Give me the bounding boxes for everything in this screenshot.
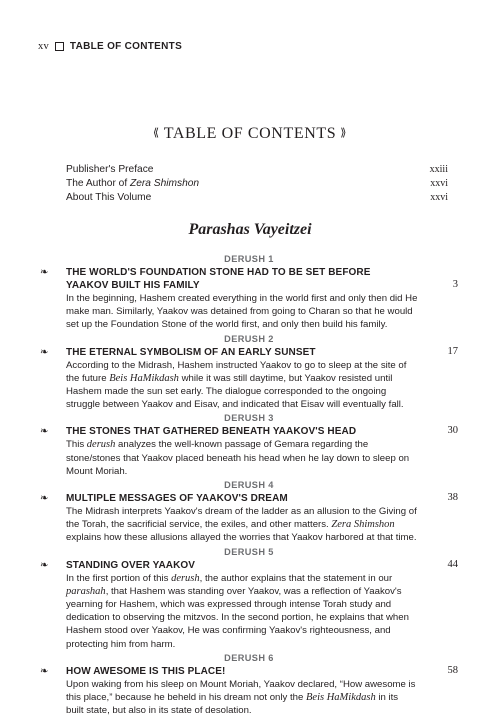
front-matter-label: The Author of xyxy=(66,178,130,189)
entry-title: THE STONES THAT GATHERED BENEATH YAAKOV'S HEAD xyxy=(66,426,357,438)
derush-label: DERUSH 5 xyxy=(224,546,274,557)
entry-description xyxy=(66,505,458,545)
description-text: , the author explains that the statement in our xyxy=(199,572,393,584)
front-matter-label: Publisher's Preface xyxy=(66,164,154,175)
derush-label: DERUSH 2 xyxy=(224,333,274,344)
description-text: In the beginning, Hashem created everything in the world first and only then did He make man. Similarly, Yaakov was detained from going to Charan so that he would set up the Foundation Stone of the world first, and only then build his family. xyxy=(66,293,418,331)
entry-description xyxy=(66,292,458,332)
fleuron-icon: ❧ xyxy=(40,559,49,571)
entry-page-number: 38 xyxy=(447,492,458,504)
running-head xyxy=(38,41,182,52)
running-head-title: TABLE OF CONTENTS xyxy=(69,41,183,52)
description-text: analyzes the well-known passage of Gemara regarding the stone/stones that Yaakov placed beneath his head when he lay down to sleep on Mount Moriah. xyxy=(66,439,410,477)
description-text: , that Hashem was standing over Yaakov, was a reflection of Yaakov's yearning for Hashem, which was expressed through intense Torah study and dedication to observing the mitzvos. In the second portion, he explains that when Hashem stood over Yaakov, He was confirming Yaakov's righteousness, and protecting him from harm. xyxy=(66,585,409,650)
front-matter-page: xxvi xyxy=(430,178,448,189)
italic-term: parashah xyxy=(66,585,106,597)
front-matter-item[interactable] xyxy=(66,191,448,205)
description-text: This xyxy=(66,439,87,451)
entry-page-number: 30 xyxy=(447,425,458,437)
entry-description xyxy=(66,438,458,478)
front-matter-label-italic: Zera Shimshon xyxy=(130,178,200,189)
square-ornament-icon xyxy=(55,42,64,51)
derush-label: DERUSH 6 xyxy=(224,652,274,663)
fleuron-icon: ❧ xyxy=(40,267,49,278)
description-text: explains how these allusions allayed the worries that Yaakov harbored at that time. xyxy=(66,532,417,544)
entry-page-number: 44 xyxy=(447,558,458,570)
description-text: in its built state, but also in its state of desolation. xyxy=(66,692,399,717)
italic-term: Beis HaMikdash xyxy=(306,692,376,704)
fleuron-icon: ❧ xyxy=(40,346,49,358)
entry-title: MULTIPLE MESSAGES OF YAAKOV'S DREAM xyxy=(66,493,288,505)
front-matter-label: About This Volume xyxy=(66,192,152,203)
entry-page-number: 3 xyxy=(452,279,458,290)
italic-term: derush xyxy=(171,572,200,584)
front-matter-page: xxiii xyxy=(429,164,448,175)
entry-page-number: 58 xyxy=(447,664,458,676)
toc-entry[interactable] xyxy=(40,425,458,478)
entry-description xyxy=(66,359,458,412)
italic-term: derush xyxy=(86,439,116,451)
entry-title: STANDING OVER YAAKOV xyxy=(66,559,196,571)
italic-term: Beis HaMikdash xyxy=(109,372,179,384)
description-text: while it was still daytime, but Yaakov resisted until Hashem made the sun set early. The dialogue corresponded to the ongoing struggle between Yaakov and Eisav, and indicated that Eisav will eventually fall. xyxy=(66,372,404,411)
derush-label: DERUSH 1 xyxy=(224,254,274,264)
entry-description xyxy=(66,572,458,651)
parashah-title: Parashas Vayeitzei xyxy=(188,221,312,238)
entry-title: THE ETERNAL SYMBOLISM OF AN EARLY SUNSET xyxy=(66,346,316,358)
description-text: According to the Midrash, Hashem instructed Yaakov to go to sleep at the site of the future xyxy=(66,359,407,384)
entry-title: THE WORLD'S FOUNDATION STONE HAD TO BE SET BEFORE xyxy=(66,267,371,278)
toc-entry[interactable] xyxy=(40,492,458,545)
derush-label: DERUSH 4 xyxy=(224,480,274,491)
fleuron-icon: ❧ xyxy=(40,426,49,438)
entry-description xyxy=(66,678,458,718)
description-text: Upon waking from his sleep on Mount Moriah, Yaakov declared, “How awesome is this place,” because he beheld in his dream not only the xyxy=(66,678,416,704)
right-ornament-icon: ⟫ xyxy=(340,127,347,139)
entry-title-continued: YAAKOV BUILT HIS FAMILY xyxy=(66,280,200,291)
front-matter-item[interactable] xyxy=(66,163,448,177)
description-text: The Midrash interprets Yaakov's dream of the ladder as an allusion to the Giving of the Torah, the sacrificial service, the exiles, and other matters. xyxy=(66,506,417,531)
derush-label: DERUSH 3 xyxy=(224,413,274,424)
italic-term: Zera Shimshon xyxy=(331,519,395,531)
description-text: In the first portion of this xyxy=(66,572,172,584)
front-matter-page: xxvi xyxy=(430,192,448,203)
toc-entry[interactable] xyxy=(40,266,458,332)
left-ornament-icon: ⟪ xyxy=(153,127,160,139)
front-matter-list xyxy=(66,163,448,205)
front-matter-item[interactable] xyxy=(66,177,448,191)
derush-list xyxy=(40,253,458,718)
toc-heading-text: TABLE OF CONTENTS xyxy=(163,125,337,142)
toc-heading xyxy=(0,125,500,143)
fleuron-icon: ❧ xyxy=(40,665,49,677)
entry-title: HOW AWESOME IS THIS PLACE! xyxy=(66,665,226,677)
toc-entry[interactable] xyxy=(40,346,458,412)
toc-entry[interactable] xyxy=(40,665,458,718)
entry-page-number: 17 xyxy=(447,345,458,357)
fleuron-icon: ❧ xyxy=(40,493,49,505)
toc-entry[interactable] xyxy=(40,559,458,651)
folio: xv xyxy=(38,41,49,52)
